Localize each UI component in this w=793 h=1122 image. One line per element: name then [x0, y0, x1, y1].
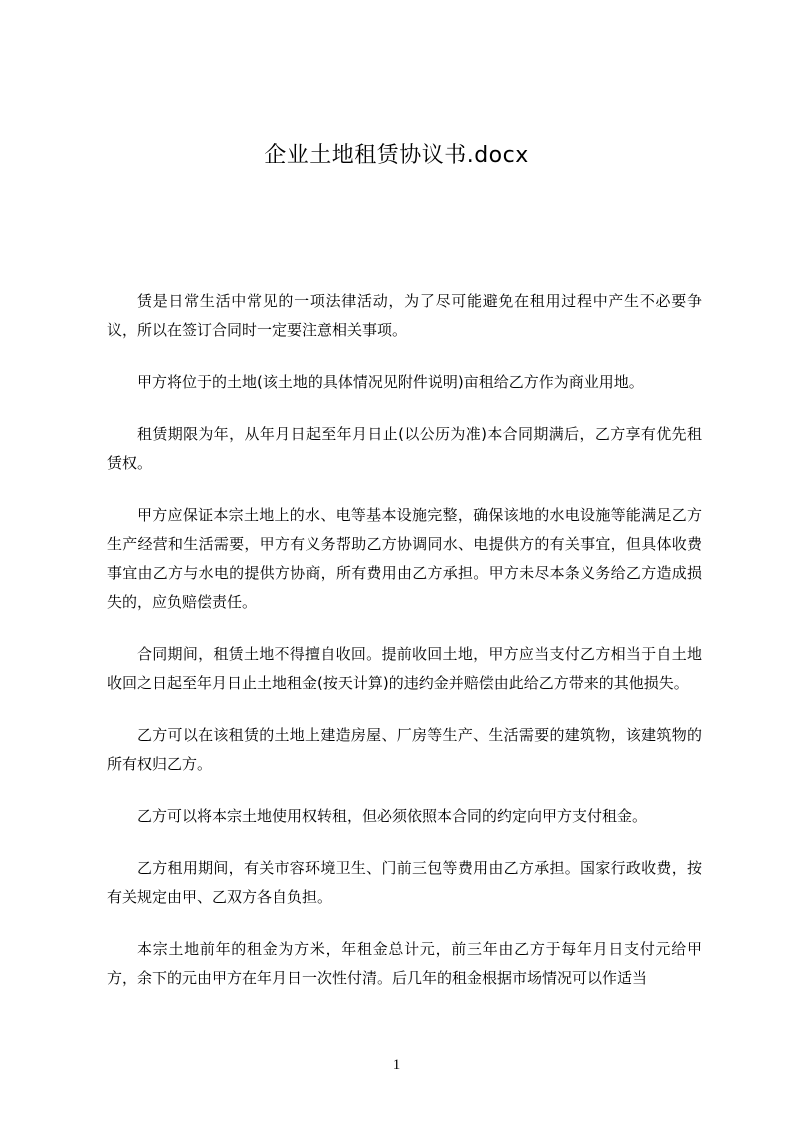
page-number: 1: [392, 1057, 401, 1073]
paragraph-6: 乙方可以在该租赁的土地上建造房屋、厂房等生产、生活需要的建筑物，该建筑物的所有权归乙方。: [107, 726, 702, 773]
paragraph-1: 赁是日常生活中常见的一项法律活动，为了尽可能避免在租用过程中产生不必要争议，所以在签订合同时一定要注意相关事项。: [107, 292, 702, 339]
paragraph-2: 甲方将位于的土地(该土地的具体情况见附件说明)亩租给乙方作为商业用地。: [137, 373, 644, 391]
paragraph-9: 本宗土地前年的租金为方米，年租金总计元，前三年由乙方于每年月日支付元给甲方，余下的元由甲方在年月日一次性付清。后几年的租金根据市场情况可以作适当: [107, 940, 702, 987]
paragraph-7: 乙方可以将本宗土地使用权转租，但必须依照本合同的约定向甲方支付租金。: [137, 807, 648, 825]
paragraph-5: 合同期间，租赁土地不得擅自收回。提前收回土地，甲方应当支付乙方相当于自土地收回之日起至年月日止土地租金(按天计算)的违约金并赔偿由此给乙方带来的其他损失。: [107, 645, 702, 692]
document-title: 企业土地租赁协议书.docx: [264, 143, 529, 168]
paragraph-8: 乙方租用期间，有关市容环境卫生、门前三包等费用由乙方承担。国家行政收费，按有关规定由甲、乙双方各自负担。: [107, 859, 702, 906]
document-body: [107, 287, 702, 1016]
paragraph-3: 租赁期限为年，从年月日起至年月日止(以公历为准)本合同期满后，乙方享有优先租赁权。: [107, 425, 702, 472]
paragraph-4: 甲方应保证本宗土地上的水、电等基本设施完整，确保该地的水电设施等能满足乙方生产经营和生活需要，甲方有义务帮助乙方协调同水、电提供方的有关事宜，但具体收费事宜由乙方与水电的提供方协商，所有费用由乙方承担。甲方未尽本条义务给乙方造成损失的，应负赔偿责任。: [107, 506, 702, 611]
